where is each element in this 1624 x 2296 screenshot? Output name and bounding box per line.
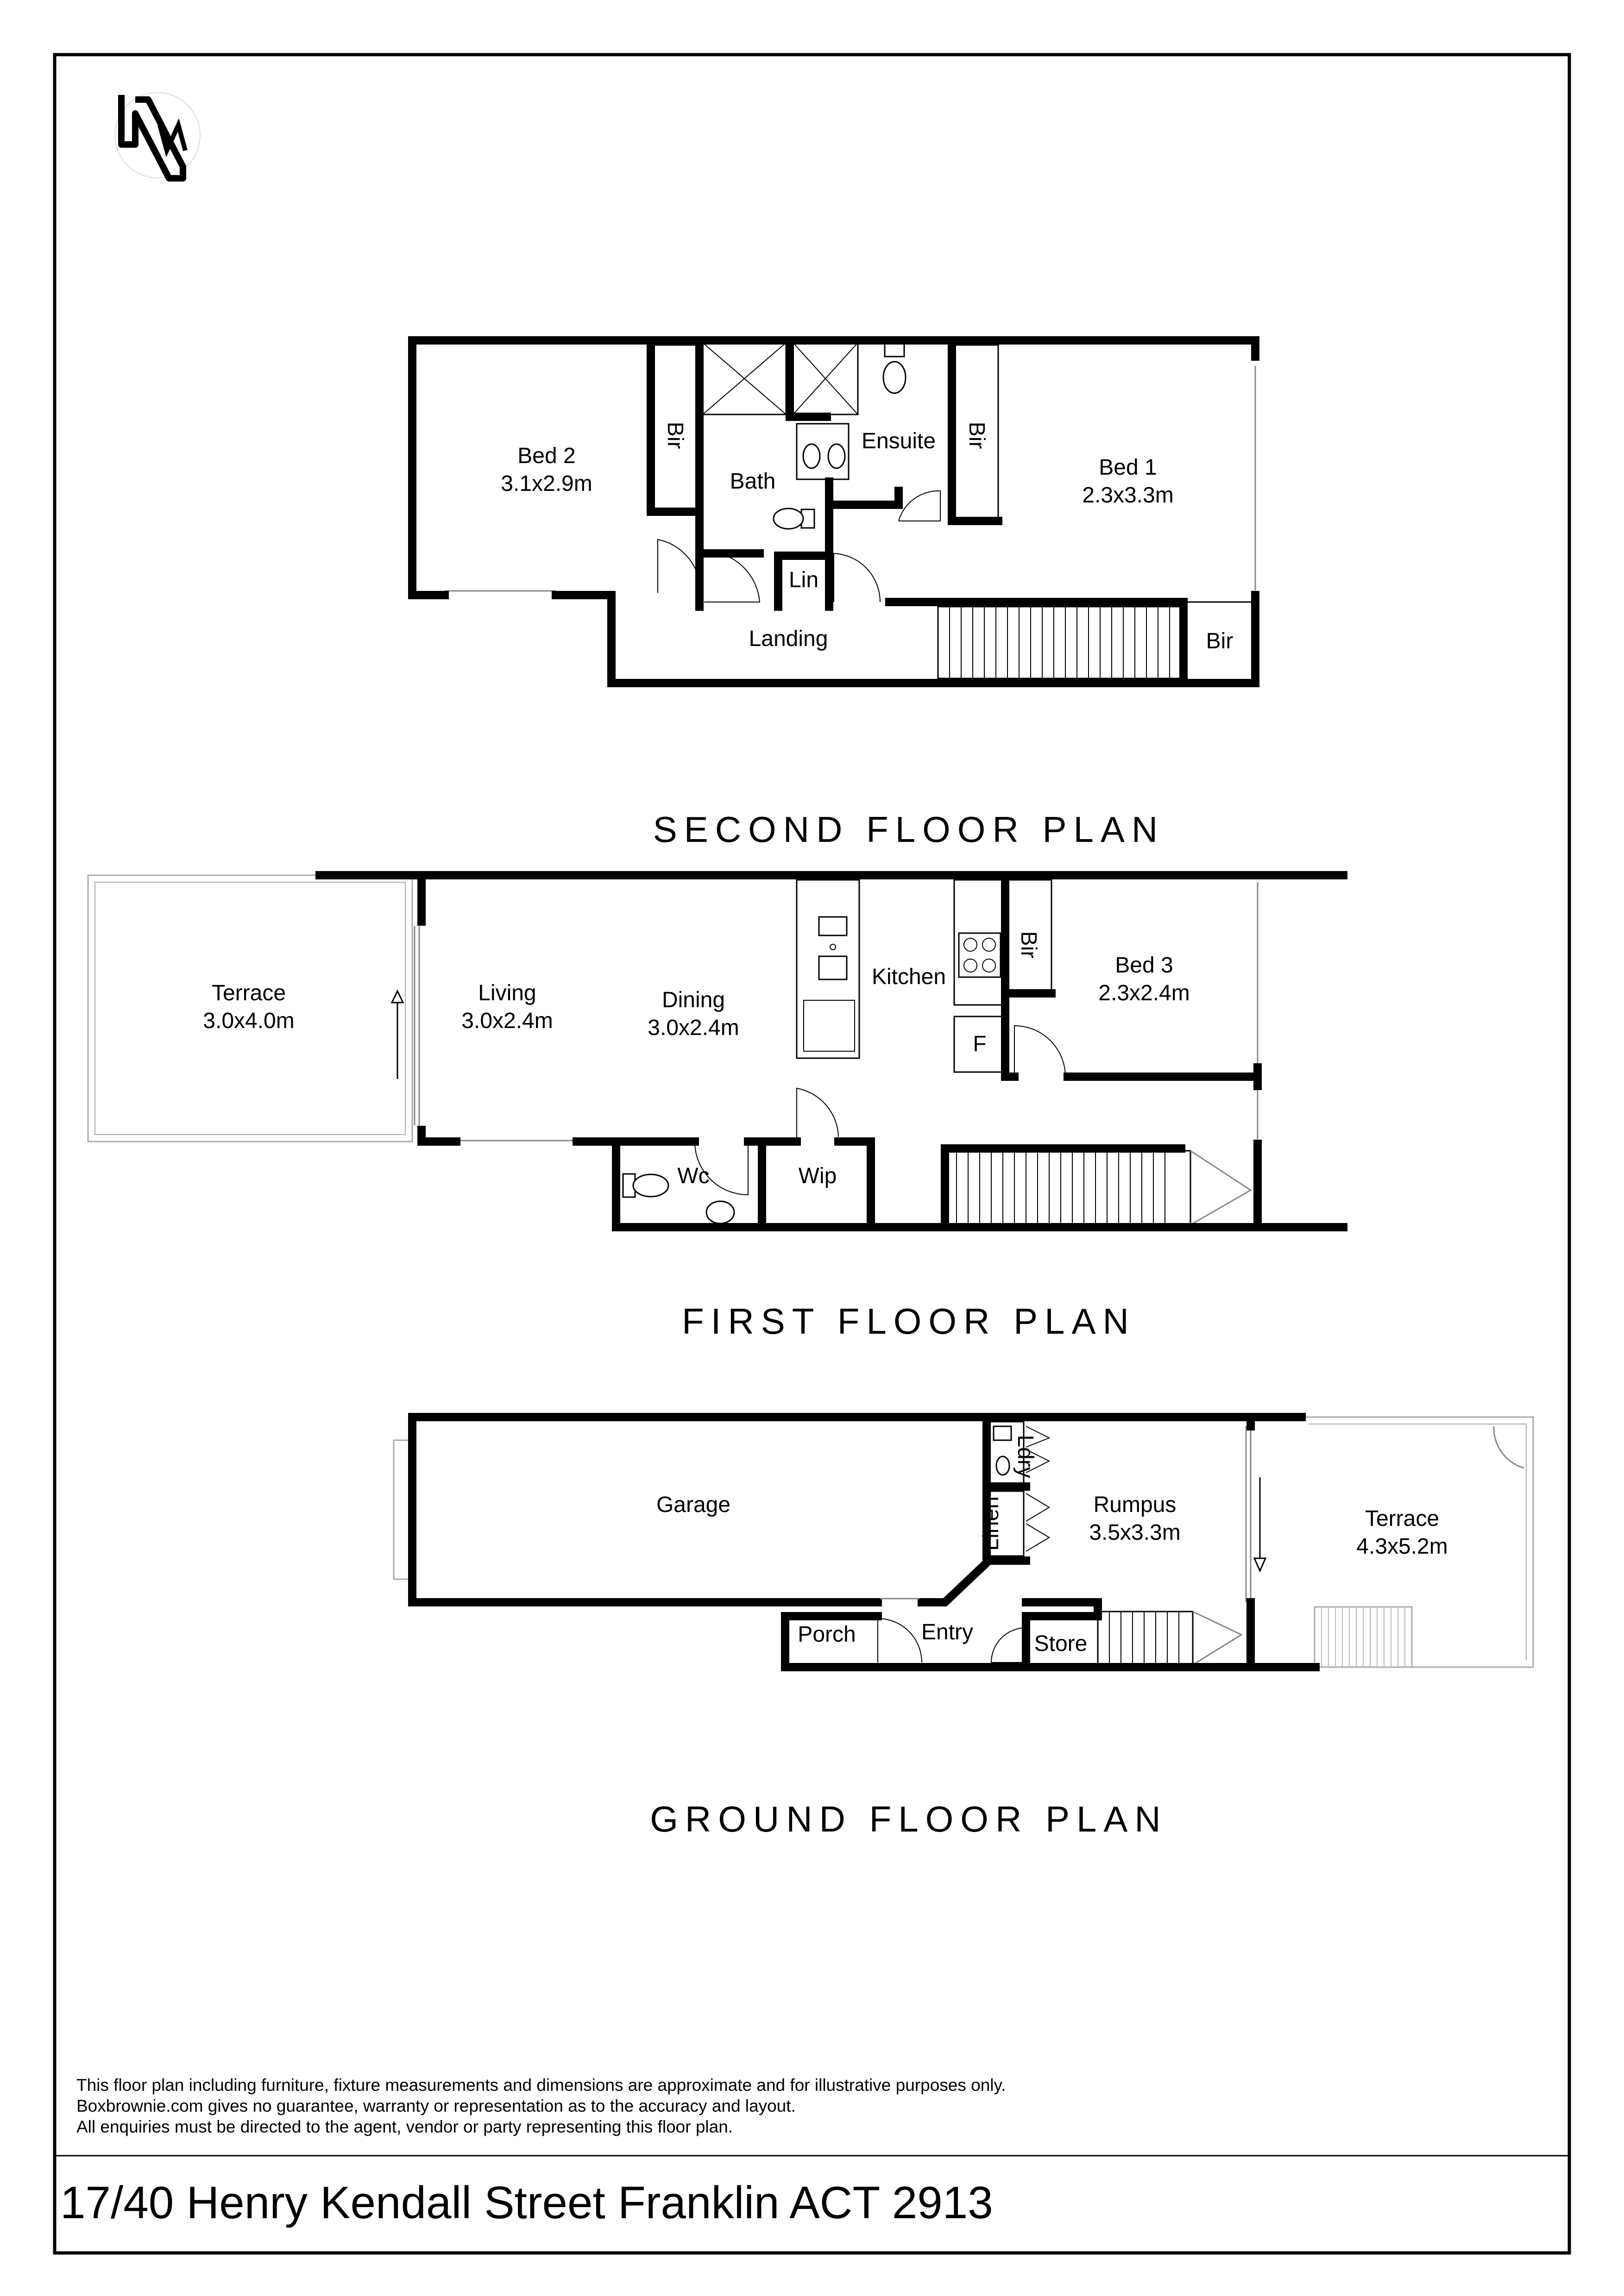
ensuite-shower-icon xyxy=(793,343,858,414)
garage-label: Garage xyxy=(656,1493,731,1517)
ldry-label: Ldry xyxy=(1013,1435,1038,1478)
terrace-label-ground: Terrace xyxy=(1365,1506,1440,1531)
disclaimer-line-2: Boxbrownie.com gives no guarantee, warranty or representation as to the accuracy and layout. xyxy=(76,2096,796,2115)
terrace-dimensions-first: 3.0x4.0m xyxy=(203,1009,295,1033)
lin-label: Lin xyxy=(788,568,819,592)
landing-label: Landing xyxy=(749,627,828,651)
bed1-dimensions: 2.3x3.3m xyxy=(1082,483,1174,508)
dining-label: Dining xyxy=(661,988,725,1012)
fridge-label: F xyxy=(973,1032,987,1056)
north-arrow-icon xyxy=(115,93,200,178)
first-floor-title: FIRST FLOOR PLAN xyxy=(682,1301,1136,1342)
bir-label-bed2: Bir xyxy=(663,421,687,449)
kitchen-label: Kitchen xyxy=(871,965,946,989)
terrace-label-first: Terrace xyxy=(211,981,286,1005)
bir-label-landing: Bir xyxy=(1206,629,1234,653)
vanity-sinks-icon xyxy=(797,424,849,479)
bath-toilet-icon xyxy=(774,508,814,529)
bath-shower-icon xyxy=(703,343,786,414)
bed2-dimensions: 3.1x2.9m xyxy=(501,471,592,496)
ground-floor-title: GROUND FLOOR PLAN xyxy=(650,1799,1168,1839)
cooktop-icon xyxy=(954,880,1005,1005)
first-floor-plan xyxy=(88,875,1343,1227)
bed3-dimensions: 2.3x2.4m xyxy=(1098,981,1190,1005)
bath-label: Bath xyxy=(730,469,776,494)
ground-floor-stairs xyxy=(1098,1612,1241,1665)
disclaimer-line-3: All enquiries must be directed to the agent, vendor or party representing this floor plan. xyxy=(76,2117,733,2136)
porch-label: Porch xyxy=(798,1622,856,1647)
living-dimensions: 3.0x2.4m xyxy=(461,1009,553,1033)
second-floor-title: SECOND FLOOR PLAN xyxy=(653,809,1165,850)
kitchen-bench xyxy=(797,880,859,1058)
dining-dimensions: 3.0x2.4m xyxy=(648,1016,739,1040)
wip-label: Wip xyxy=(798,1164,837,1188)
second-floor-plan xyxy=(412,340,1258,683)
bir-label-bed3: Bir xyxy=(1016,931,1041,959)
linen-label: Linen xyxy=(979,1496,1003,1551)
first-floor-stairs xyxy=(945,1151,1251,1225)
laundry-tub-icon xyxy=(994,1426,1011,1475)
ground-floor-plan xyxy=(394,1417,1533,1667)
disclaimer-line-1: This floor plan including furniture, fixture measurements and dimensions are approximate and for illustrative purposes only. xyxy=(76,2076,1006,2095)
slide-arrow-icon-ground xyxy=(1254,1477,1265,1571)
store-label: Store xyxy=(1034,1631,1088,1656)
rumpus-dimensions: 3.5x3.3m xyxy=(1089,1520,1181,1545)
slide-arrow-icon xyxy=(392,991,403,1079)
wc-basin-icon xyxy=(706,1201,734,1223)
page-border xyxy=(55,55,1569,2253)
entry-label: Entry xyxy=(921,1620,974,1644)
bed3-label: Bed 3 xyxy=(1115,953,1173,978)
bed1-label: Bed 1 xyxy=(1099,455,1157,480)
second-floor-stairs xyxy=(938,607,1183,678)
bed2-label: Bed 2 xyxy=(517,444,576,468)
ensuite-toilet-icon xyxy=(883,344,906,393)
ensuite-label: Ensuite xyxy=(861,429,936,453)
property-address: 17/40 Henry Kendall Street Franklin ACT 2913 xyxy=(60,2177,993,2228)
bir-label-bed1: Bir xyxy=(964,421,989,449)
wc-label: Wc xyxy=(677,1164,710,1188)
rumpus-label: Rumpus xyxy=(1093,1493,1177,1517)
wc-toilet-icon xyxy=(623,1174,668,1197)
terrace-dimensions-ground: 4.3x5.2m xyxy=(1356,1534,1448,1559)
living-label: Living xyxy=(478,981,536,1005)
